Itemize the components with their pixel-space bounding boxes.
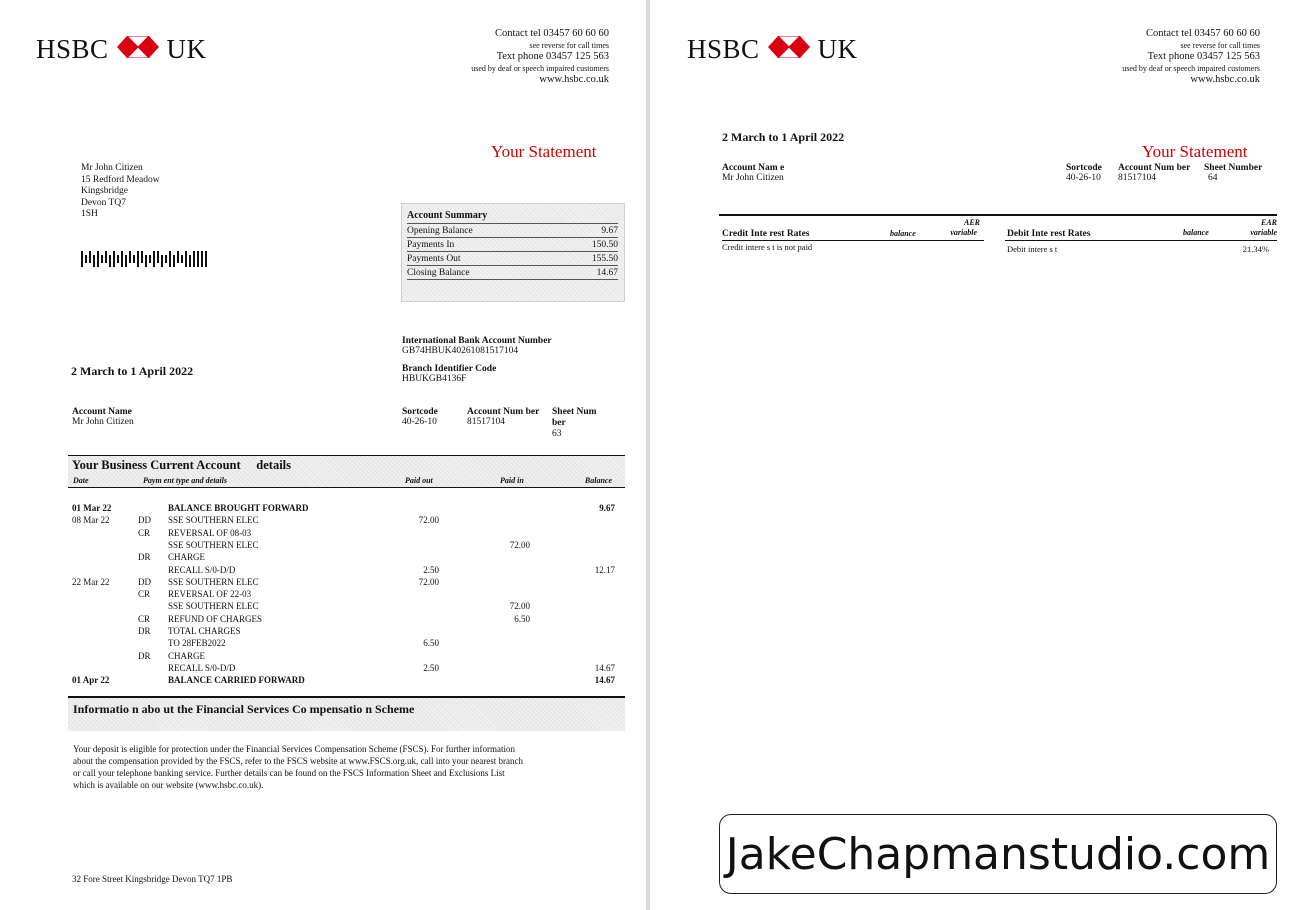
credit-interest-row: Credit intere s t is not paid bbox=[722, 242, 813, 252]
tx-type: DD bbox=[138, 515, 151, 526]
statement-period: 2 March to 1 April 2022 bbox=[71, 364, 194, 378]
watermark-banner bbox=[719, 814, 1277, 894]
tx-description: BALANCE CARRIED FORWARD bbox=[168, 675, 305, 686]
postal-barcode bbox=[81, 249, 211, 274]
logo-text-left: HSBC bbox=[36, 34, 109, 64]
tx-description: TOTAL CHARGES bbox=[168, 626, 241, 636]
debit-interest-rate: 21.34% bbox=[1242, 244, 1269, 254]
sheet-number-block bbox=[1204, 163, 1262, 183]
address-line: 15 Redford Meadow bbox=[81, 174, 160, 185]
tx-type: DR bbox=[138, 552, 151, 563]
tx-description: REFUND OF CHARGES bbox=[168, 613, 263, 624]
sheet-number-value: 63 bbox=[552, 429, 562, 439]
tx-description: SSE SOUTHERN ELEC bbox=[168, 539, 259, 550]
account-number-block bbox=[1118, 163, 1190, 183]
logo-text-left: HSBC bbox=[687, 34, 760, 64]
col-aer: AER bbox=[963, 218, 980, 227]
col-paid-out: Paid out bbox=[405, 476, 433, 485]
account-name-label: Account Nam e bbox=[722, 163, 785, 173]
sortcode-label: Sortcode bbox=[402, 407, 438, 417]
statement-period: 2 March to 1 April 2022 bbox=[722, 130, 845, 144]
tx-description: RECALL S/0-D/D bbox=[168, 564, 236, 575]
hsbc-logo bbox=[36, 34, 207, 65]
contact-block bbox=[471, 28, 609, 86]
tx-type: DR bbox=[138, 650, 151, 661]
col-type-details: Paym ent type and details bbox=[143, 476, 227, 485]
account-name-value: Mr John Citizen bbox=[722, 173, 784, 183]
tx-balance: 12.17 bbox=[594, 564, 615, 575]
sortcode-label: Sortcode bbox=[1066, 163, 1102, 173]
sortcode-block bbox=[1066, 163, 1102, 183]
tx-description: CHARGE bbox=[168, 650, 206, 661]
address-line: Mr John Citizen bbox=[81, 163, 143, 173]
contact-tel-note: see reverse for call times bbox=[529, 41, 609, 50]
address-line: Kingsbridge bbox=[81, 186, 128, 196]
tx-paid-in: 6.50 bbox=[514, 613, 530, 624]
tx-date: 08 Mar 22 bbox=[72, 515, 110, 526]
iban-block bbox=[402, 336, 552, 356]
sortcode-block bbox=[402, 407, 438, 427]
col-balance: Balance bbox=[584, 476, 612, 485]
fscs-text: Your deposit is eligible for protection under the Financial Services Compensation Scheme (FSCS). For further information about the compensation provided by the FSCS, refer to the FSCS website at www.FSCS.org.uk, call into your nearest branch or call your telephone banking service. Further details can be found on the FSCS Information Sheet and Exclusions List which is available on our website (www.hsbc.co.uk). bbox=[73, 744, 523, 790]
account-number-value: 81517104 bbox=[1118, 173, 1156, 183]
tx-balance: 14.67 bbox=[594, 662, 615, 673]
tx-paid-out: 72.00 bbox=[418, 515, 439, 526]
branch-address: 32 Fore Street Kingsbridge Devon TQ7 1PB bbox=[72, 874, 233, 884]
tx-type: DD bbox=[138, 576, 151, 587]
statement-title: Your Statement bbox=[491, 142, 597, 161]
iban-value: GB74HBUK40261081517104 bbox=[402, 346, 519, 356]
credit-interest-table bbox=[722, 218, 984, 252]
contact-textphone-note: used by deaf or speech impaired customers bbox=[1122, 64, 1260, 73]
col-aer-variable: variable bbox=[950, 228, 977, 237]
account-name-label: Account Name bbox=[72, 407, 132, 417]
sortcode-value: 40-26-10 bbox=[1066, 173, 1101, 183]
tx-description: SSE SOUTHERN ELEC bbox=[168, 515, 259, 526]
logo-text-right: UK bbox=[817, 34, 858, 64]
sortcode-value: 40-26-10 bbox=[402, 417, 437, 427]
debit-interest-title: Debit Inte rest Rates bbox=[1007, 229, 1091, 239]
address-line: Devon TQ7 bbox=[81, 197, 126, 208]
contact-textphone: Text phone 03457 125 563 bbox=[496, 51, 609, 62]
col-ear-variable: variable bbox=[1250, 228, 1277, 237]
sheet-number-block bbox=[552, 407, 597, 440]
col-balance: balance bbox=[890, 229, 916, 238]
account-number-value: 81517104 bbox=[467, 417, 505, 427]
tx-date: 22 Mar 22 bbox=[72, 576, 110, 587]
col-ear: EAR bbox=[1260, 218, 1277, 227]
divider bbox=[719, 214, 1277, 216]
hsbc-logo bbox=[687, 34, 858, 65]
sheet-number-value: 64 bbox=[1208, 173, 1218, 183]
account-number-label: Account Num ber bbox=[1118, 163, 1191, 173]
tx-paid-out: 72.00 bbox=[418, 576, 439, 587]
fscs-title: Informatio n abo ut the Financial Services Co mpensatio n Scheme bbox=[73, 702, 415, 716]
account-name-block bbox=[72, 407, 134, 427]
sheet-number-label: Sheet Num bbox=[552, 407, 597, 417]
iban-label: International Bank Account Number bbox=[402, 336, 552, 346]
sheet-number-label-cont: ber bbox=[552, 418, 566, 428]
contact-textphone-note: used by deaf or speech impaired customers bbox=[471, 64, 609, 73]
summary-row: Payments In 150.50 bbox=[407, 240, 618, 250]
contact-website: www.hsbc.co.uk bbox=[539, 74, 609, 85]
account-name-block bbox=[722, 163, 784, 183]
contact-tel: Contact tel 03457 60 60 60 bbox=[494, 28, 609, 39]
account-summary bbox=[401, 203, 625, 302]
details-header bbox=[68, 455, 625, 488]
contact-block bbox=[1122, 28, 1260, 86]
tx-paid-out: 6.50 bbox=[423, 638, 439, 649]
tx-paid-in: 72.00 bbox=[509, 601, 530, 612]
details-title: Your Business Current Account details bbox=[72, 458, 292, 472]
debit-interest-table bbox=[1005, 218, 1277, 258]
tx-description: SSE SOUTHERN ELEC bbox=[168, 601, 259, 612]
tx-type: CR bbox=[138, 527, 151, 538]
summary-row: Payments Out 155.50 bbox=[407, 254, 618, 264]
summary-row: Closing Balance 14.67 bbox=[407, 268, 618, 278]
customer-address bbox=[81, 163, 160, 221]
tx-type: DR bbox=[138, 626, 151, 636]
tx-description: SSE SOUTHERN ELEC bbox=[168, 576, 259, 587]
sheet-number-label: Sheet Number bbox=[1204, 163, 1263, 173]
account-number-block bbox=[467, 407, 539, 427]
tx-date: 01 Apr 22 bbox=[72, 675, 110, 686]
bic-label: Branch Identifier Code bbox=[402, 364, 497, 374]
tx-balance: 9.67 bbox=[599, 503, 615, 513]
col-paid-in: Paid in bbox=[500, 476, 524, 485]
tx-description: RECALL S/0-D/D bbox=[168, 662, 236, 673]
contact-tel: Contact tel 03457 60 60 60 bbox=[1145, 28, 1260, 39]
credit-interest-title: Credit Inte rest Rates bbox=[722, 229, 810, 239]
watermark-text: JakeChapmanstudio.com bbox=[725, 828, 1271, 880]
contact-tel-note: see reverse for call times bbox=[1180, 41, 1260, 50]
contact-textphone: Text phone 03457 125 563 bbox=[1147, 51, 1260, 62]
statement-title: Your Statement bbox=[1142, 142, 1248, 161]
statement-page-2 bbox=[650, 0, 1294, 910]
tx-paid-out: 2.50 bbox=[423, 662, 439, 673]
tx-type: CR bbox=[138, 613, 151, 624]
tx-date: 01 Mar 22 bbox=[72, 503, 112, 513]
summary-row: Opening Balance 9.67 bbox=[407, 226, 618, 236]
col-balance: balance bbox=[1183, 228, 1209, 237]
tx-description: REVERSAL OF 22-03 bbox=[168, 589, 252, 600]
col-date: Date bbox=[73, 476, 89, 485]
tx-type: CR bbox=[138, 589, 151, 600]
hsbc-hexagon-icon bbox=[117, 34, 159, 65]
tx-description: TO 28FEB2022 bbox=[168, 638, 226, 649]
fscs-header bbox=[68, 698, 625, 731]
statement-page-1 bbox=[0, 0, 646, 910]
address-line: 1SH bbox=[81, 209, 98, 219]
summary-title: Account Summary bbox=[407, 210, 618, 224]
tx-description: CHARGE bbox=[168, 552, 206, 563]
tx-balance: 14.67 bbox=[594, 675, 615, 686]
bic-block bbox=[402, 364, 496, 384]
tx-paid-out: 2.50 bbox=[423, 564, 439, 575]
bic-value: HBUKGB4136F bbox=[402, 374, 467, 384]
tx-paid-in: 72.00 bbox=[509, 539, 530, 550]
tx-description: REVERSAL OF 08-03 bbox=[168, 527, 252, 538]
logo-text-right: UK bbox=[166, 34, 207, 64]
account-name-value: Mr John Citizen bbox=[72, 417, 134, 427]
contact-website: www.hsbc.co.uk bbox=[1190, 74, 1260, 85]
tx-description: BALANCE BROUGHT FORWARD bbox=[168, 503, 309, 513]
debit-interest-row: Debit intere s t bbox=[1007, 244, 1058, 254]
hsbc-hexagon-icon bbox=[768, 34, 810, 65]
account-number-label: Account Num ber bbox=[467, 407, 540, 417]
